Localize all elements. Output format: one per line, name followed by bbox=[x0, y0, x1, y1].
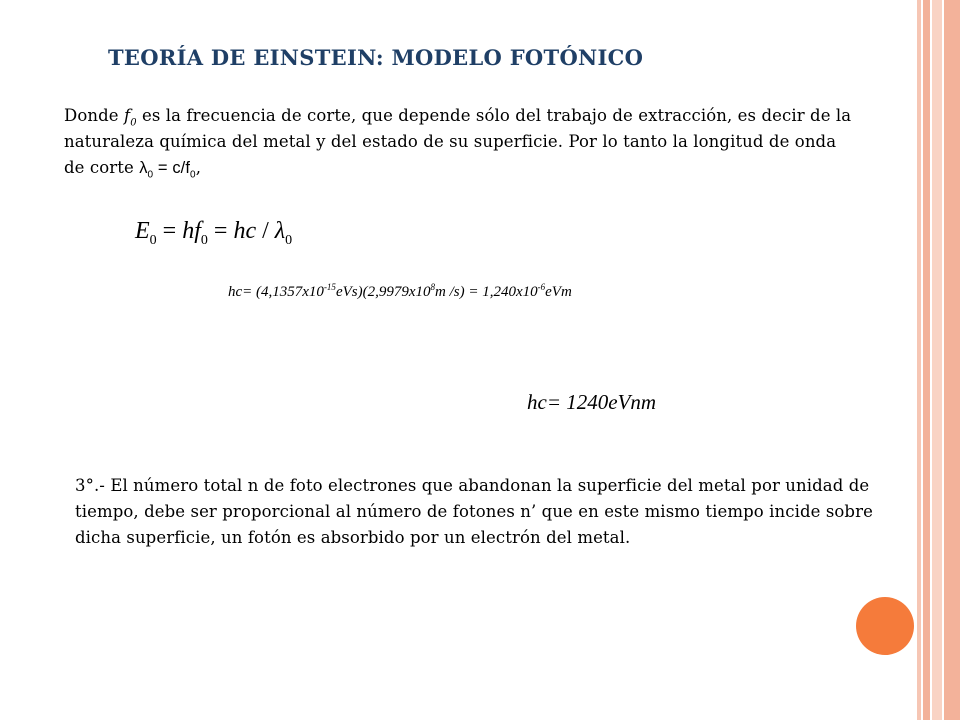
decorative-stripe bbox=[944, 0, 960, 720]
eq-operator: = bbox=[156, 218, 183, 244]
eq-symbol: h bbox=[182, 218, 195, 244]
eq-text: eVm bbox=[545, 284, 572, 300]
text: Donde bbox=[64, 106, 124, 125]
eq-operator: / bbox=[256, 218, 275, 244]
eq-symbol: f bbox=[194, 218, 201, 244]
cutoff-wavelength-expression: = c/f bbox=[153, 159, 191, 177]
f-subscript: 0 bbox=[130, 117, 137, 129]
decorative-stripe bbox=[932, 0, 942, 720]
eq-operator: = bbox=[207, 218, 234, 244]
text: es la frecuencia de corte, que depende sólo del trabajo de extracción, es decir de la naturaleza química del metal y del estado de su superficie. Por lo tanto la longitud de onda de corte bbox=[64, 106, 852, 177]
equation-energy-threshold bbox=[135, 218, 293, 248]
slide-title: TEORÍA DE EINSTEIN: MODELO FOTÓNICO bbox=[108, 45, 644, 70]
lambda-subscript: 0 bbox=[147, 169, 154, 181]
f-subscript: 0 bbox=[190, 169, 196, 181]
eq-text: m /s) = 1,240x10 bbox=[435, 284, 538, 300]
eq-symbol: λ bbox=[274, 218, 286, 244]
eq-symbol: hc bbox=[233, 218, 257, 244]
paragraph-cutoff-frequency bbox=[64, 103, 854, 181]
eq-exponent: -15 bbox=[323, 282, 336, 292]
eq-exponent: 8 bbox=[430, 282, 435, 292]
lambda-symbol: λ bbox=[139, 159, 148, 177]
eq-text: hc= (4,1357x10 bbox=[228, 284, 324, 300]
paragraph-photoelectrons: 3°.- El número total n de foto electrones que abandonan la superficie del metal por unidad de tiempo, debe ser proporcional al número de fotones n’ que en este mismo tiempo incide sobre dicha superficie, un fotón es absorbido por un electrón del metal. bbox=[75, 476, 873, 547]
eq-subscript: 0 bbox=[149, 232, 157, 248]
eq-subscript: 0 bbox=[285, 232, 293, 248]
eq-text: eVs)(2,9979x10 bbox=[335, 284, 431, 300]
text: , bbox=[195, 158, 202, 177]
decorative-stripe bbox=[923, 0, 930, 720]
orange-circle-decoration bbox=[856, 597, 914, 655]
f-symbol: f bbox=[123, 106, 131, 125]
eq-symbol: E bbox=[135, 218, 150, 244]
eq-exponent: -6 bbox=[537, 282, 546, 292]
equation-hc-nm: hc= 1240eVnm bbox=[527, 390, 657, 414]
equation-hc-value bbox=[228, 284, 572, 301]
eq-subscript: 0 bbox=[200, 232, 208, 248]
